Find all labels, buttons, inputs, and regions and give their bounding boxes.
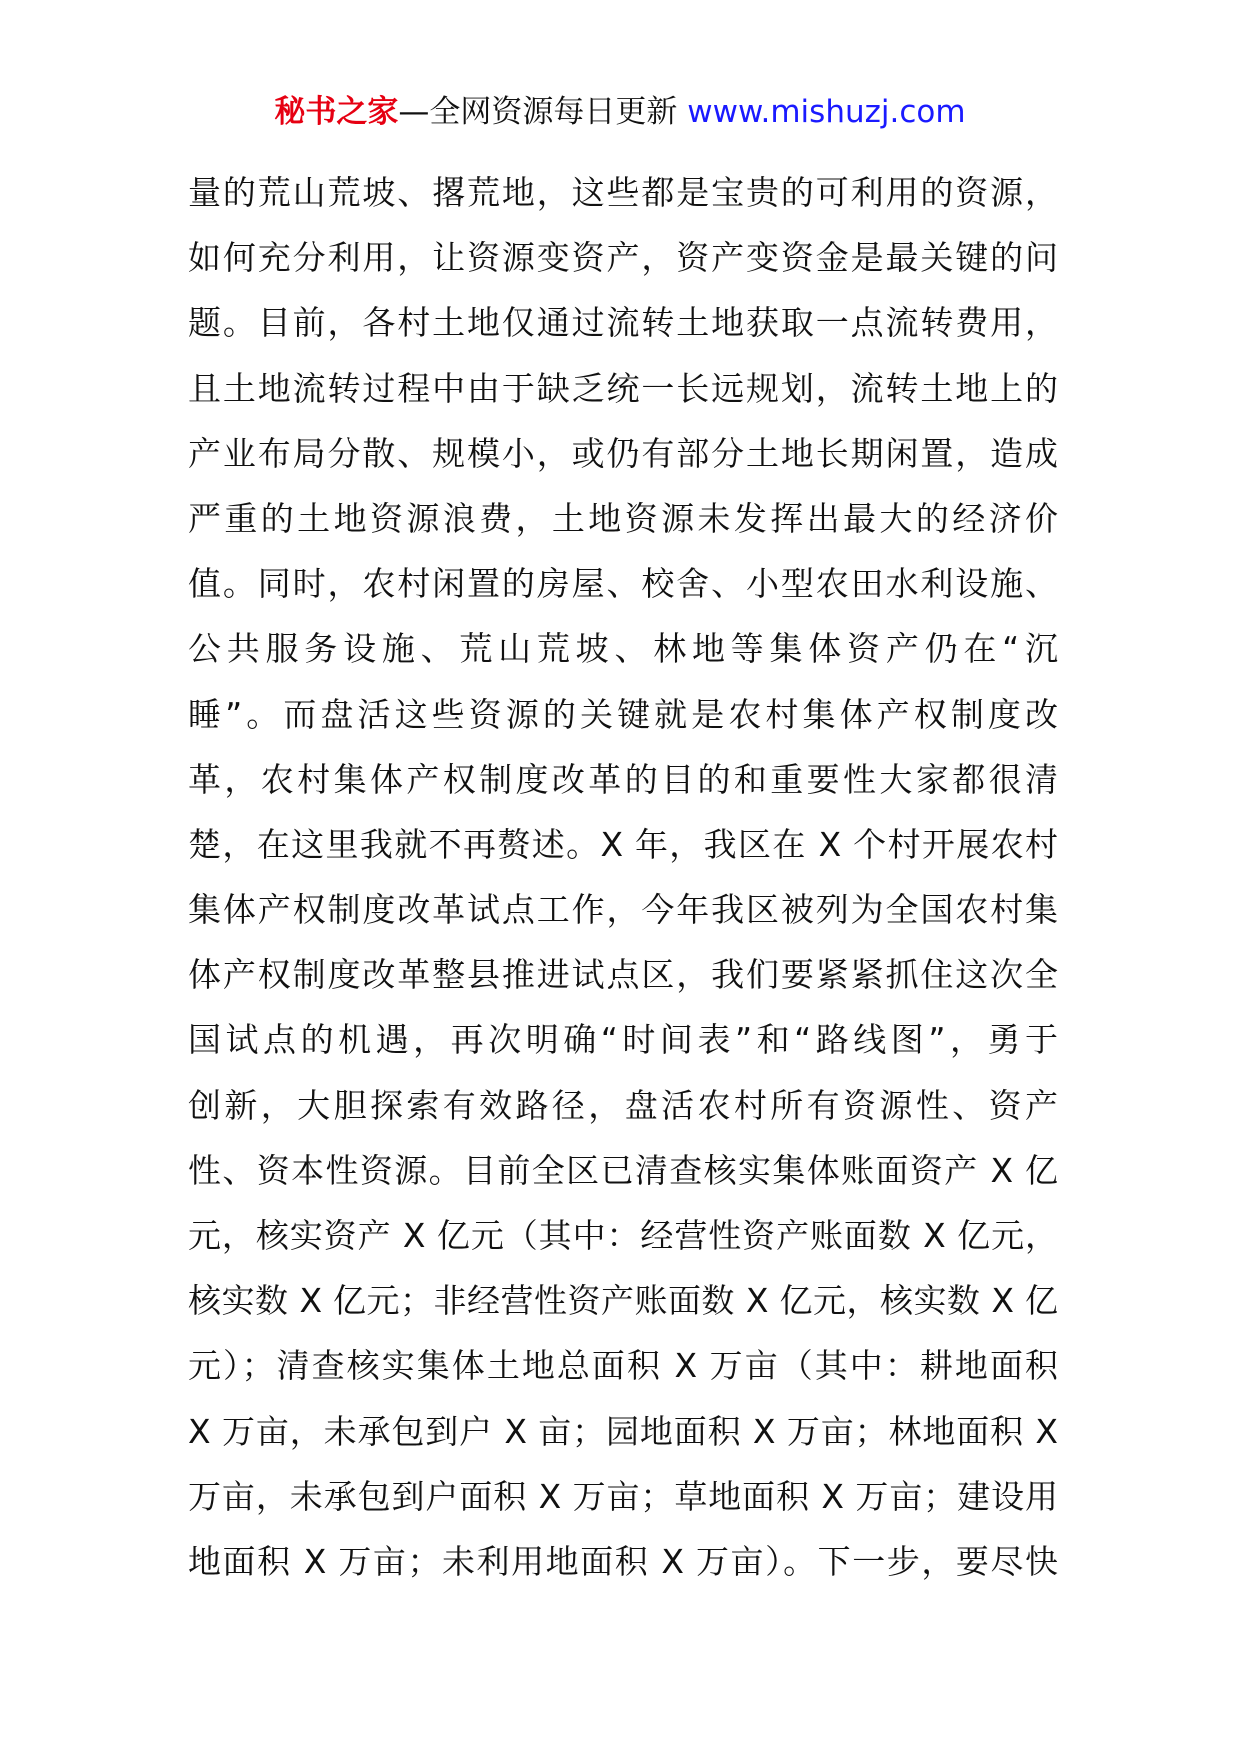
text-line: 革，农村集体产权制度改革的目的和重要性大家都很清: [188, 759, 1058, 799]
document-body: [188, 160, 1058, 1594]
text-line: 万亩，未承包到户面积 X 万亩；草地面积 X 万亩；建设用: [188, 1476, 1058, 1516]
text-line: X 万亩，未承包到户 X 亩；园地面积 X 万亩；林地面积 X: [188, 1411, 1058, 1451]
text-line: 元）；清查核实集体土地总面积 X 万亩（其中：耕地面积: [188, 1346, 1058, 1386]
text-line: 集体产权制度改革试点工作，今年我区被列为全国农村集: [188, 890, 1058, 930]
header-slogan: —全网资源每日更新: [398, 94, 678, 130]
page-header: [0, 92, 1240, 132]
text-line: 楚，在这里我就不再赘述。X 年，我区在 X 个村开展农村: [188, 824, 1058, 864]
text-line: 且土地流转过程中由于缺乏统一长远规划，流转土地上的: [188, 368, 1058, 408]
text-line: 公共服务设施、荒山荒坡、林地等集体资产仍在“沉: [188, 629, 1058, 669]
text-line: 元，核实资产 X 亿元（其中：经营性资产账面数 X 亿元，: [188, 1216, 1058, 1255]
brand-name: 秘书之家: [274, 94, 399, 130]
text-line: 创新，大胆探索有效路径，盘活农村所有资源性、资产: [188, 1085, 1058, 1125]
text-line: 体产权制度改革整县推进试点区，我们要紧紧抓住这次全: [188, 955, 1058, 995]
text-line: 睡”。而盘活这些资源的关键就是农村集体产权制度改: [188, 694, 1058, 734]
text-line: 题。目前，各村土地仅通过流转土地获取一点流转费用，: [188, 303, 1058, 343]
header-url-link[interactable]: www.mishuzj.com: [687, 94, 966, 130]
text-line: 产业布局分散、规模小，或仍有部分土地长期闲置，造成: [188, 433, 1058, 473]
text-line: 性、资本性资源。目前全区已清查核实集体账面资产 X 亿: [188, 1150, 1058, 1190]
text-line: 如何充分利用，让资源变资产，资产变资金是最关键的问: [188, 238, 1058, 278]
text-line: 国试点的机遇，再次明确“时间表”和“路线图”，勇于: [188, 1020, 1058, 1060]
text-line: 量的荒山荒坡、撂荒地，这些都是宝贵的可利用的资源，: [188, 173, 1058, 212]
text-line: 核实数 X 亿元；非经营性资产账面数 X 亿元，核实数 X 亿: [188, 1281, 1058, 1321]
text-line: 地面积 X 万亩；未利用地面积 X 万亩）。下一步，要尽快: [188, 1541, 1058, 1581]
text-line: 值。同时，农村闲置的房屋、校舍、小型农田水利设施、: [188, 564, 1058, 604]
text-line: 严重的土地资源浪费，土地资源未发挥出最大的经济价: [188, 498, 1058, 538]
